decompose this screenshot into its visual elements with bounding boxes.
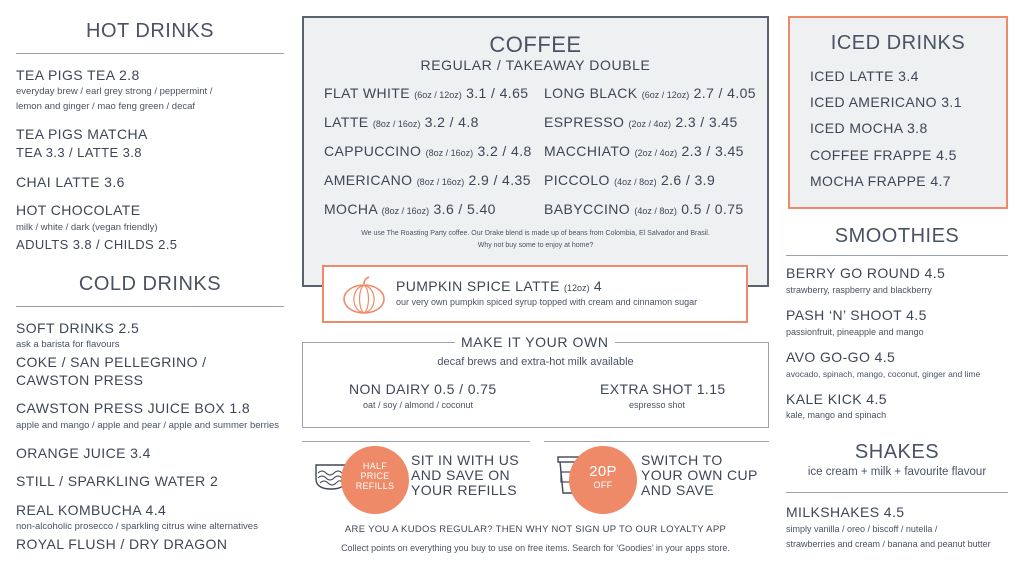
smoothie-name: AVO GO-GO 4.5 (786, 349, 896, 365)
pumpkin-title (396, 278, 602, 294)
cup-badge-line1: 20P (589, 463, 617, 480)
non-dairy-sub: oat / soy / almond / coconut (363, 400, 474, 410)
smoothie-name: KALE KICK 4.5 (786, 391, 887, 407)
20p-off-badge (569, 446, 637, 514)
make-it-your-own-panel (302, 334, 769, 428)
pumpkin-desc: our very own pumpkin spiced syrup topped with cream and cinnamon sugar (396, 297, 698, 307)
coffee-item-size: (4oz / 8oz) (614, 177, 657, 187)
pumpkin-price: 4 (593, 278, 603, 294)
coffee-item-name: MOCHA (324, 201, 378, 217)
orange-juice: ORANGE JUICE 3.4 (16, 445, 151, 461)
iced-drinks-panel (788, 16, 1008, 209)
coffee-item-size: (6oz / 12oz) (414, 90, 462, 100)
coffee-item-name: CAPPUCCINO (324, 143, 422, 159)
promo-rule-left (302, 441, 530, 442)
coffee-row-left (324, 85, 528, 101)
smoothie-desc: kale, mango and spinach (786, 410, 887, 420)
refill-line1: SIT IN WITH US (411, 452, 520, 468)
chai-latte: CHAI LATTE 3.6 (16, 174, 125, 190)
juice-box-sub: apple and mango / apple and pear / apple and summer berries (16, 420, 280, 431)
shakes-title: SHAKES (854, 441, 940, 463)
coffee-item-name: LONG BLACK (544, 85, 638, 101)
coffee-panel (302, 16, 769, 287)
pumpkin-spice-panel (322, 265, 748, 323)
shakes-sub: ice cream + milk + favourite flavour (807, 466, 987, 478)
cup-badge-line2: OFF (593, 480, 613, 490)
refill-promo-text (411, 453, 519, 498)
kombucha: REAL KOMBUCHA 4.4 (16, 502, 167, 518)
smoothie-desc: passionfruit, pineapple and mango (786, 327, 924, 337)
extra-shot: EXTRA SHOT 1.15 (600, 381, 726, 397)
smoothie-name: BERRY GO ROUND 4.5 (786, 265, 946, 281)
coffee-item-price: 2.3 / 3.45 (681, 143, 744, 159)
half-price-refills-badge (341, 446, 409, 514)
refill-badge-line3: REFILLS (355, 481, 395, 491)
hot-drinks-rule (16, 53, 284, 54)
coffee-item-size: (2oz / 4oz) (634, 148, 678, 158)
water: STILL / SPARKLING WATER 2 (16, 473, 219, 489)
cold-drinks-rule (16, 306, 284, 307)
coffee-row-right (544, 114, 738, 130)
myo-title: MAKE IT YOUR OWN (455, 334, 615, 350)
kudos-heading: ARE YOU A KUDOS REGULAR? THEN WHY NOT SIGN UP TO OUR LOYALTY APP (344, 524, 727, 535)
coffee-row-right (544, 143, 744, 159)
coffee-item-name: AMERICANO (324, 172, 413, 188)
coffee-row-right (544, 85, 756, 101)
pumpkin-icon (342, 275, 386, 315)
tea-sub1: everyday brew / earl grey strong / peppermint / (16, 86, 213, 97)
smoothies-title: SMOOTHIES (834, 225, 960, 247)
coffee-item-size: (2oz / 4oz) (628, 119, 672, 129)
hot-drinks-title: HOT DRINKS (86, 20, 214, 42)
coffee-item-price: 3.2 / 4.8 (477, 143, 532, 159)
smoothie-desc: avocado, spinach, mango, coconut, ginger and lime (786, 369, 981, 379)
coffee-note1: We use The Roasting Party coffee. Our Drake blend is made up of beans from Colombia, El Salvador and Brasil. (361, 230, 710, 237)
pumpkin-name: PUMPKIN SPICE LATTE (396, 278, 560, 294)
cup-line3: AND SAVE (641, 482, 714, 498)
coffee-item-size: (4oz / 8oz) (634, 206, 677, 216)
milkshakes-sub1: simply vanilla / oreo / biscoff / nutella / (786, 524, 938, 534)
hot-chocolate-prices: ADULTS 3.8 / CHILDS 2.5 (16, 237, 178, 252)
iced-item: ICED AMERICANO 3.1 (810, 94, 962, 110)
myo-sub: decaf brews and extra-hot milk available (437, 356, 634, 368)
milkshakes-sub2: strawberries and cream / banana and peanut butter (786, 539, 991, 549)
coffee-item-name: BABYCCINO (544, 201, 631, 217)
extra-shot-sub: espresso shot (629, 400, 686, 410)
smoothies-rule (786, 255, 1008, 256)
smoothie-desc: strawberry, raspberry and blackberry (786, 285, 932, 295)
coffee-item-price: 2.9 / 4.35 (468, 172, 531, 188)
hot-chocolate: HOT CHOCOLATE (16, 202, 141, 218)
cup-line2: YOUR OWN CUP (641, 467, 758, 483)
soft-drinks-sub: ask a barista for flavours (16, 339, 120, 350)
hot-chocolate-sub: milk / white / dark (vegan friendly) (16, 222, 158, 233)
kudos-sub: Collect points on everything you buy to use on free items. Search for ‘Goodies’ in your apps store. (341, 543, 730, 553)
kombucha-sub: non-alcoholic prosecco / sparkling citrus wine alternatives (16, 521, 258, 532)
non-dairy: NON DAIRY 0.5 / 0.75 (349, 381, 497, 397)
coffee-item-name: LATTE (324, 114, 369, 130)
refill-badge-line1: HALF (362, 461, 388, 471)
coffee-row-left (324, 201, 496, 217)
cup-line1: SWITCH TO (641, 452, 723, 468)
tea-sub2: lemon and ginger / mao feng green / decaf (16, 101, 196, 112)
iced-drinks-title: ICED DRINKS (830, 32, 966, 54)
own-cup-promo-text (641, 453, 758, 498)
refill-line3: YOUR REFILLS (411, 482, 517, 498)
coffee-item-price: 0.5 / 0.75 (681, 201, 744, 217)
coffee-item-price: 2.3 / 3.45 (675, 114, 738, 130)
coffee-item-price: 3.1 / 4.65 (466, 85, 529, 101)
kombucha-list: ROYAL FLUSH / DRY DRAGON (16, 536, 228, 552)
tea-pigs-tea: TEA PIGS TEA 2.8 (16, 67, 140, 83)
milkshakes: MILKSHAKES 4.5 (786, 504, 905, 520)
refill-line2: AND SAVE ON (411, 467, 511, 483)
tea-pigs-matcha: TEA PIGS MATCHA (16, 126, 148, 142)
coffee-item-size: (8oz / 16oz) (381, 206, 430, 216)
coffee-item-name: MACCHIATO (544, 143, 631, 159)
coffee-row-right (544, 172, 715, 188)
coffee-row-left (324, 143, 532, 159)
iced-item: ICED LATTE 3.4 (810, 68, 919, 84)
coffee-item-price: 3.2 / 4.8 (424, 114, 479, 130)
cold-drinks-title: COLD DRINKS (78, 273, 222, 295)
juice-box: CAWSTON PRESS JUICE BOX 1.8 (16, 400, 251, 416)
coffee-row-right (544, 201, 744, 217)
pumpkin-size: (12oz) (564, 283, 590, 293)
coffee-item-name: FLAT WHITE (324, 85, 410, 101)
coffee-item-size: (8oz / 16oz) (416, 177, 465, 187)
iced-item: ICED MOCHA 3.8 (810, 120, 928, 136)
coffee-item-price: 2.7 / 4.05 (693, 85, 756, 101)
coffee-subtitle: REGULAR / TAKEAWAY DOUBLE (420, 57, 651, 73)
coffee-note2: Why not buy some to enjoy at home? (477, 242, 594, 249)
coffee-item-size: (6oz / 12oz) (641, 90, 690, 100)
coffee-item-price: 3.6 / 5.40 (433, 201, 496, 217)
coffee-item-name: ESPRESSO (544, 114, 625, 130)
coffee-item-name: PICCOLO (544, 172, 610, 188)
coffee-row-left (324, 172, 531, 188)
coffee-item-price: 2.6 / 3.9 (660, 172, 716, 188)
smoothie-name: PASH ‘N’ SHOOT 4.5 (786, 307, 927, 323)
refill-badge-line2: PRICE (360, 471, 390, 481)
matcha-prices: TEA 3.3 / LATTE 3.8 (16, 145, 142, 160)
soft-drinks-list1: COKE / SAN PELLEGRINO / (16, 354, 207, 370)
iced-item: COFFEE FRAPPE 4.5 (810, 147, 957, 163)
coffee-title: COFFEE (489, 32, 582, 57)
soft-drinks-list2: CAWSTON PRESS (16, 372, 144, 388)
iced-item: MOCHA FRAPPE 4.7 (810, 173, 951, 189)
promo-rule-right (544, 441, 769, 442)
coffee-item-size: (8oz / 16oz) (372, 119, 421, 129)
coffee-item-size: (8oz / 16oz) (425, 148, 474, 158)
shakes-rule (786, 492, 1008, 493)
soft-drinks: SOFT DRINKS 2.5 (16, 320, 140, 336)
coffee-row-left (324, 114, 479, 130)
